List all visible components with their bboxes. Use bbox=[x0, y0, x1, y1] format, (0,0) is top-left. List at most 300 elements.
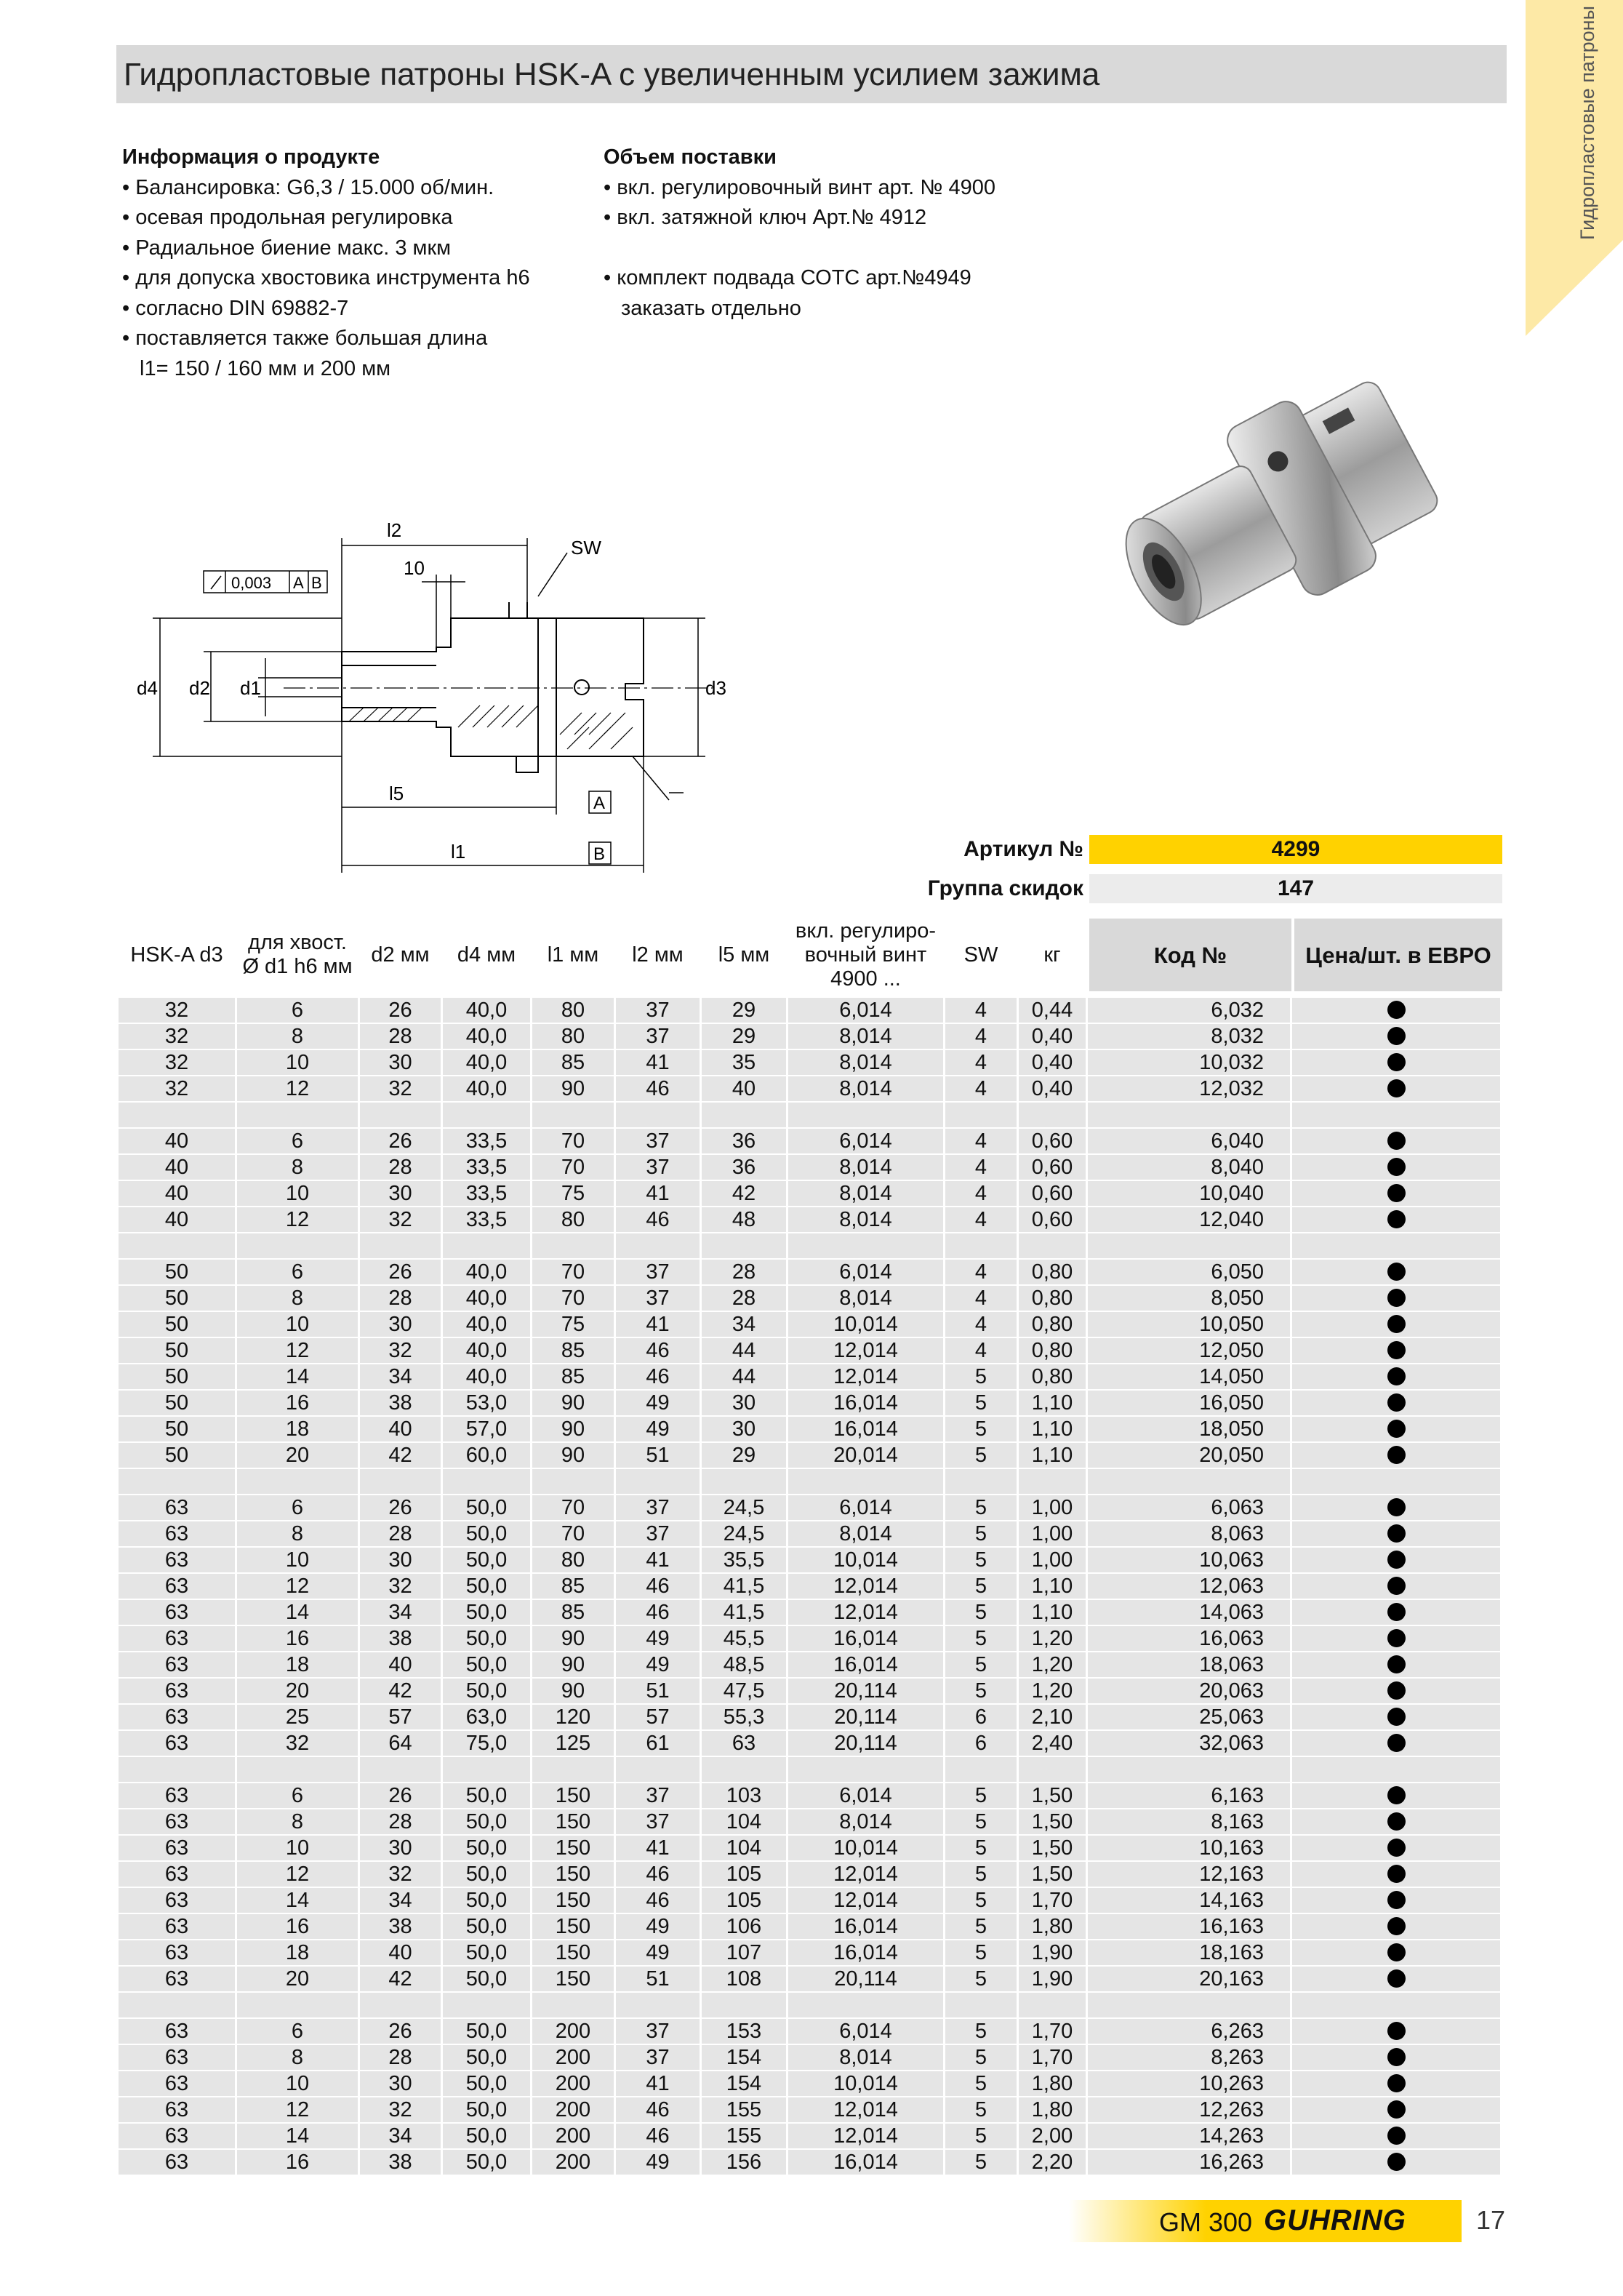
cell-l5: 28 bbox=[702, 1286, 786, 1311]
dim-l2-label: l2 bbox=[387, 519, 402, 541]
cell-d2: 32 bbox=[360, 1862, 441, 1887]
table-row bbox=[119, 1024, 1502, 1050]
page-number: 17 bbox=[1476, 2205, 1506, 2235]
col-header-sw: SW bbox=[963, 943, 998, 967]
cell-code: 10,032 bbox=[1088, 1050, 1290, 1075]
cell-d2: 28 bbox=[360, 2045, 441, 2070]
cell-kg: 1,10 bbox=[1019, 1600, 1086, 1625]
cell-hsk: 63 bbox=[119, 1574, 235, 1599]
cell-d2: 28 bbox=[360, 1286, 441, 1311]
cell-l1: 150 bbox=[532, 1967, 614, 1991]
cell-l2: 46 bbox=[616, 2124, 700, 2148]
cell-code: 6,040 bbox=[1088, 1129, 1290, 1153]
cell-kg: 1,50 bbox=[1019, 1809, 1086, 1834]
cell-l5: 40 bbox=[702, 1076, 786, 1101]
cell-kg: 1,10 bbox=[1019, 1391, 1086, 1415]
cell-l1: 150 bbox=[532, 1914, 614, 1939]
cell-d4: 50,0 bbox=[443, 1967, 530, 1991]
price-on-request-dot bbox=[1387, 1446, 1406, 1464]
cell-l2: 37 bbox=[616, 1783, 700, 1808]
cell-d2: 40 bbox=[360, 1652, 441, 1677]
cell-d4: 50,0 bbox=[443, 1626, 530, 1651]
cell-sw: 4 bbox=[945, 1207, 1017, 1232]
cell-shank: 8 bbox=[237, 2045, 358, 2070]
cell-sw: 4 bbox=[945, 1076, 1017, 1101]
cell-l1: 200 bbox=[532, 2045, 614, 2070]
cell-screw: 20,114 bbox=[788, 1967, 943, 1991]
cell-shank: 18 bbox=[237, 1940, 358, 1965]
table-row bbox=[119, 1364, 1502, 1391]
cell-shank: 10 bbox=[237, 1050, 358, 1075]
cell-l5: 30 bbox=[702, 1391, 786, 1415]
cell-d4: 50,0 bbox=[443, 1574, 530, 1599]
cell-d4: 50,0 bbox=[443, 1548, 530, 1572]
empty-cell bbox=[1292, 1469, 1500, 1494]
product-info-item: l1= 150 / 160 мм и 200 мм bbox=[140, 356, 391, 380]
cell-d4: 53,0 bbox=[443, 1391, 530, 1415]
brand-logo: GUHRING bbox=[1264, 2204, 1406, 2236]
cell-sw: 5 bbox=[945, 2071, 1017, 2096]
delivery-spacer bbox=[604, 233, 995, 264]
cell-d2: 30 bbox=[360, 1312, 441, 1337]
empty-cell bbox=[1088, 1469, 1290, 1494]
cell-l2: 41 bbox=[616, 1050, 700, 1075]
cell-screw: 20,114 bbox=[788, 1731, 943, 1756]
table-row bbox=[119, 2124, 1502, 2150]
cell-kg: 1,10 bbox=[1019, 1574, 1086, 1599]
cell-l5: 30 bbox=[702, 1417, 786, 1441]
empty-cell bbox=[1088, 1993, 1290, 2017]
cell-kg: 1,50 bbox=[1019, 1836, 1086, 1860]
col-header-screw: вкл. регулиро-вочный винт 4900 ... bbox=[795, 919, 937, 991]
cell-kg: 1,20 bbox=[1019, 1626, 1086, 1651]
table-row bbox=[119, 1286, 1502, 1312]
cell-screw: 20,114 bbox=[788, 1679, 943, 1703]
price-on-request-dot bbox=[1387, 1027, 1406, 1045]
empty-cell bbox=[532, 1993, 614, 2017]
cell-l5: 44 bbox=[702, 1364, 786, 1389]
cell-d4: 57,0 bbox=[443, 1417, 530, 1441]
table-row bbox=[119, 1888, 1502, 1914]
cell-code: 10,063 bbox=[1088, 1548, 1290, 1572]
cell-shank: 10 bbox=[237, 2071, 358, 2096]
cell-price bbox=[1292, 1600, 1500, 1625]
cell-price bbox=[1292, 1364, 1500, 1389]
cell-l5: 104 bbox=[702, 1809, 786, 1834]
cell-l1: 80 bbox=[532, 1548, 614, 1572]
price-on-request-dot bbox=[1387, 2048, 1406, 2066]
cell-l5: 108 bbox=[702, 1967, 786, 1991]
discount-value: 147 bbox=[1089, 874, 1502, 903]
cell-d4: 50,0 bbox=[443, 1783, 530, 1808]
empty-cell bbox=[616, 1233, 700, 1258]
cell-kg: 1,70 bbox=[1019, 2019, 1086, 2044]
price-on-request-dot bbox=[1387, 1393, 1406, 1412]
cell-hsk: 63 bbox=[119, 2150, 235, 2175]
cell-kg: 0,80 bbox=[1019, 1338, 1086, 1363]
cell-l2: 46 bbox=[616, 1862, 700, 1887]
tolerance-datum-a: A bbox=[293, 574, 304, 592]
cell-l5: 155 bbox=[702, 2124, 786, 2148]
cell-screw: 6,014 bbox=[788, 1495, 943, 1520]
cell-screw: 16,014 bbox=[788, 1652, 943, 1677]
group-separator bbox=[119, 1757, 1502, 1783]
cell-d4: 50,0 bbox=[443, 2019, 530, 2044]
cell-d2: 34 bbox=[360, 2124, 441, 2148]
cell-price bbox=[1292, 1679, 1500, 1703]
cell-l1: 90 bbox=[532, 1652, 614, 1677]
page-title: Гидропластовые патроны HSK-A с увеличенным усилием зажима bbox=[124, 57, 1100, 92]
table-row bbox=[119, 1600, 1502, 1626]
empty-cell bbox=[360, 1993, 441, 2017]
cell-d4: 50,0 bbox=[443, 1914, 530, 1939]
cell-price bbox=[1292, 1652, 1500, 1677]
cell-sw: 4 bbox=[945, 1312, 1017, 1337]
cell-d2: 38 bbox=[360, 1391, 441, 1415]
cell-l2: 37 bbox=[616, 1286, 700, 1311]
group-separator bbox=[119, 1103, 1502, 1129]
table-row bbox=[119, 1940, 1502, 1967]
cell-d4: 75,0 bbox=[443, 1731, 530, 1756]
cell-hsk: 63 bbox=[119, 2124, 235, 2148]
cell-l2: 46 bbox=[616, 1364, 700, 1389]
price-on-request-dot bbox=[1387, 1655, 1406, 1673]
cell-code: 14,063 bbox=[1088, 1600, 1290, 1625]
discount-label: Группа скидок bbox=[927, 876, 1083, 900]
delivery-item: заказать отдельно bbox=[621, 296, 801, 320]
empty-cell bbox=[1019, 1757, 1086, 1782]
cell-hsk: 63 bbox=[119, 1783, 235, 1808]
delivery-heading: Объем поставки bbox=[604, 145, 777, 169]
cell-kg: 0,80 bbox=[1019, 1260, 1086, 1284]
cell-kg: 1,90 bbox=[1019, 1940, 1086, 1965]
cell-l5: 24,5 bbox=[702, 1495, 786, 1520]
price-on-request-dot bbox=[1387, 1603, 1406, 1621]
cell-d4: 40,0 bbox=[443, 1338, 530, 1363]
cell-screw: 8,014 bbox=[788, 1050, 943, 1075]
cell-l1: 150 bbox=[532, 1888, 614, 1913]
empty-cell bbox=[443, 1757, 530, 1782]
cell-sw: 5 bbox=[945, 1364, 1017, 1389]
price-on-request-dot bbox=[1387, 1184, 1406, 1202]
col-header-code: Код № bbox=[1089, 919, 1291, 991]
cell-price bbox=[1292, 1338, 1500, 1363]
footer-bar bbox=[1069, 2200, 1462, 2242]
price-on-request-dot bbox=[1387, 1132, 1406, 1150]
price-on-request-dot bbox=[1387, 1812, 1406, 1831]
cell-hsk: 63 bbox=[119, 1652, 235, 1677]
cell-d4: 33,5 bbox=[443, 1181, 530, 1206]
cell-d2: 30 bbox=[360, 2071, 441, 2096]
empty-cell bbox=[1019, 1233, 1086, 1258]
price-on-request-dot bbox=[1387, 1943, 1406, 1961]
price-on-request-dot bbox=[1387, 2074, 1406, 2092]
cell-l2: 46 bbox=[616, 2097, 700, 2122]
dim-d1-label: d1 bbox=[240, 677, 261, 699]
cell-d4: 50,0 bbox=[443, 1652, 530, 1677]
cell-kg: 2,10 bbox=[1019, 1705, 1086, 1729]
cell-price bbox=[1292, 2150, 1500, 2175]
cell-hsk: 50 bbox=[119, 1417, 235, 1441]
empty-cell bbox=[616, 1757, 700, 1782]
cell-sw: 5 bbox=[945, 1914, 1017, 1939]
cell-screw: 8,014 bbox=[788, 1155, 943, 1180]
cell-l5: 42 bbox=[702, 1181, 786, 1206]
cell-screw: 6,014 bbox=[788, 1783, 943, 1808]
cell-screw: 8,014 bbox=[788, 1181, 943, 1206]
dim-sw-label: SW bbox=[571, 537, 601, 559]
product-info-item: • Радиальное биение макс. 3 мкм bbox=[122, 236, 452, 260]
cell-kg: 0,60 bbox=[1019, 1181, 1086, 1206]
empty-cell bbox=[532, 1233, 614, 1258]
cell-price bbox=[1292, 1836, 1500, 1860]
table-row bbox=[119, 1809, 1502, 1836]
price-on-request-dot bbox=[1387, 1158, 1406, 1176]
cell-hsk: 50 bbox=[119, 1260, 235, 1284]
col-header-l5: l5 мм bbox=[718, 943, 770, 967]
cell-kg: 2,40 bbox=[1019, 1731, 1086, 1756]
cell-d4: 50,0 bbox=[443, 2150, 530, 2175]
cell-code: 16,263 bbox=[1088, 2150, 1290, 2175]
cell-sw: 6 bbox=[945, 1731, 1017, 1756]
cell-l1: 150 bbox=[532, 1783, 614, 1808]
cell-kg: 2,20 bbox=[1019, 2150, 1086, 2175]
cell-l1: 85 bbox=[532, 1050, 614, 1075]
cell-l1: 80 bbox=[532, 1207, 614, 1232]
cell-d4: 50,0 bbox=[443, 1940, 530, 1965]
cell-hsk: 50 bbox=[119, 1338, 235, 1363]
cell-l1: 70 bbox=[532, 1155, 614, 1180]
cell-shank: 16 bbox=[237, 1391, 358, 1415]
cell-d2: 32 bbox=[360, 1207, 441, 1232]
empty-cell bbox=[945, 1993, 1017, 2017]
cell-shank: 16 bbox=[237, 1914, 358, 1939]
cell-price bbox=[1292, 1207, 1500, 1232]
cell-l5: 103 bbox=[702, 1783, 786, 1808]
cell-shank: 14 bbox=[237, 1600, 358, 1625]
cell-l2: 49 bbox=[616, 1652, 700, 1677]
cell-kg: 0,80 bbox=[1019, 1364, 1086, 1389]
cell-sw: 4 bbox=[945, 1129, 1017, 1153]
empty-cell bbox=[237, 1469, 358, 1494]
cell-l5: 36 bbox=[702, 1129, 786, 1153]
cell-d4: 50,0 bbox=[443, 1809, 530, 1834]
empty-cell bbox=[788, 1233, 943, 1258]
cell-d4: 40,0 bbox=[443, 1076, 530, 1101]
empty-cell bbox=[237, 1233, 358, 1258]
product-photo bbox=[1087, 360, 1465, 684]
cell-kg: 1,00 bbox=[1019, 1495, 1086, 1520]
empty-cell bbox=[532, 1469, 614, 1494]
cell-l2: 51 bbox=[616, 1679, 700, 1703]
cell-code: 16,063 bbox=[1088, 1626, 1290, 1651]
table-row bbox=[119, 1181, 1502, 1207]
cell-l1: 80 bbox=[532, 998, 614, 1023]
cell-d2: 34 bbox=[360, 1600, 441, 1625]
cell-l5: 48 bbox=[702, 1207, 786, 1232]
empty-cell bbox=[788, 1757, 943, 1782]
price-on-request-dot bbox=[1387, 1420, 1406, 1438]
delivery-item: • вкл. затяжной ключ Арт.№ 4912 bbox=[604, 206, 927, 229]
cell-l1: 150 bbox=[532, 1836, 614, 1860]
cell-l5: 41,5 bbox=[702, 1574, 786, 1599]
cell-sw: 5 bbox=[945, 2019, 1017, 2044]
group-separator bbox=[119, 1469, 1502, 1495]
table-row bbox=[119, 1495, 1502, 1521]
cell-code: 10,263 bbox=[1088, 2071, 1290, 2096]
cell-sw: 4 bbox=[945, 1181, 1017, 1206]
table-row bbox=[119, 1391, 1502, 1417]
table-row bbox=[119, 2071, 1502, 2097]
empty-cell bbox=[945, 1469, 1017, 1494]
cell-l2: 37 bbox=[616, 1129, 700, 1153]
cell-hsk: 63 bbox=[119, 1914, 235, 1939]
table-row bbox=[119, 1705, 1502, 1731]
cell-l2: 41 bbox=[616, 1836, 700, 1860]
cell-screw: 6,014 bbox=[788, 1129, 943, 1153]
cell-d2: 34 bbox=[360, 1888, 441, 1913]
cell-price bbox=[1292, 1940, 1500, 1965]
price-on-request-dot bbox=[1387, 2127, 1406, 2145]
price-on-request-dot bbox=[1387, 2153, 1406, 2171]
price-on-request-dot bbox=[1387, 1681, 1406, 1700]
cell-hsk: 40 bbox=[119, 1155, 235, 1180]
cell-shank: 14 bbox=[237, 1364, 358, 1389]
cell-price bbox=[1292, 1783, 1500, 1808]
empty-cell bbox=[1292, 1233, 1500, 1258]
cell-l2: 49 bbox=[616, 1914, 700, 1939]
table-row bbox=[119, 2150, 1502, 2176]
cell-l5: 47,5 bbox=[702, 1679, 786, 1703]
dim-d4-label: d4 bbox=[137, 677, 158, 699]
table-row bbox=[119, 1731, 1502, 1757]
cell-code: 8,040 bbox=[1088, 1155, 1290, 1180]
cell-l2: 46 bbox=[616, 1600, 700, 1625]
cell-kg: 0,80 bbox=[1019, 1286, 1086, 1311]
cell-price bbox=[1292, 2019, 1500, 2044]
cell-d4: 50,0 bbox=[443, 1862, 530, 1887]
datum-a: A bbox=[593, 793, 606, 813]
cell-l5: 36 bbox=[702, 1155, 786, 1180]
cell-d2: 64 bbox=[360, 1731, 441, 1756]
cell-d2: 34 bbox=[360, 1364, 441, 1389]
cell-screw: 8,014 bbox=[788, 1076, 943, 1101]
cell-kg: 0,40 bbox=[1019, 1076, 1086, 1101]
cell-shank: 8 bbox=[237, 1521, 358, 1546]
cell-d2: 40 bbox=[360, 1940, 441, 1965]
cell-d2: 38 bbox=[360, 2150, 441, 2175]
empty-cell bbox=[119, 1103, 235, 1127]
cell-l1: 150 bbox=[532, 1809, 614, 1834]
cell-sw: 4 bbox=[945, 1050, 1017, 1075]
cell-kg: 1,20 bbox=[1019, 1679, 1086, 1703]
table-row bbox=[119, 1914, 1502, 1940]
cell-d4: 63,0 bbox=[443, 1705, 530, 1729]
cell-d4: 50,0 bbox=[443, 1600, 530, 1625]
cell-l2: 37 bbox=[616, 2019, 700, 2044]
cell-screw: 12,014 bbox=[788, 2124, 943, 2148]
cell-l1: 85 bbox=[532, 1338, 614, 1363]
empty-cell bbox=[443, 1469, 530, 1494]
cell-price bbox=[1292, 1129, 1500, 1153]
cell-hsk: 32 bbox=[119, 998, 235, 1023]
cell-l2: 49 bbox=[616, 1626, 700, 1651]
cell-screw: 8,014 bbox=[788, 1521, 943, 1546]
empty-cell bbox=[360, 1233, 441, 1258]
dim-d2-label: d2 bbox=[189, 677, 210, 699]
cell-price bbox=[1292, 1731, 1500, 1756]
cell-l2: 37 bbox=[616, 1809, 700, 1834]
cell-l2: 49 bbox=[616, 1391, 700, 1415]
cell-hsk: 32 bbox=[119, 1050, 235, 1075]
cell-price bbox=[1292, 2124, 1500, 2148]
cell-code: 6,050 bbox=[1088, 1260, 1290, 1284]
empty-cell bbox=[702, 1233, 786, 1258]
cell-l1: 120 bbox=[532, 1705, 614, 1729]
cell-d2: 26 bbox=[360, 1129, 441, 1153]
cell-shank: 32 bbox=[237, 1731, 358, 1756]
cell-kg: 0,60 bbox=[1019, 1207, 1086, 1232]
table-row bbox=[119, 1574, 1502, 1600]
cell-screw: 8,014 bbox=[788, 1286, 943, 1311]
cell-d4: 33,5 bbox=[443, 1207, 530, 1232]
cell-hsk: 63 bbox=[119, 1521, 235, 1546]
cell-hsk: 32 bbox=[119, 1076, 235, 1101]
cell-l1: 150 bbox=[532, 1862, 614, 1887]
title-bar bbox=[116, 45, 1507, 103]
cell-code: 16,050 bbox=[1088, 1391, 1290, 1415]
cell-shank: 12 bbox=[237, 1574, 358, 1599]
cell-shank: 10 bbox=[237, 1312, 358, 1337]
table-row bbox=[119, 1521, 1502, 1548]
cell-l5: 29 bbox=[702, 998, 786, 1023]
cell-code: 8,063 bbox=[1088, 1521, 1290, 1546]
cell-kg: 1,80 bbox=[1019, 2071, 1086, 2096]
technical-drawing bbox=[131, 509, 771, 891]
cell-l5: 153 bbox=[702, 2019, 786, 2044]
cell-price bbox=[1292, 1574, 1500, 1599]
cell-l1: 85 bbox=[532, 1574, 614, 1599]
cell-price bbox=[1292, 1181, 1500, 1206]
cell-l2: 41 bbox=[616, 1181, 700, 1206]
cell-shank: 16 bbox=[237, 1626, 358, 1651]
cell-d4: 50,0 bbox=[443, 1495, 530, 1520]
cell-price bbox=[1292, 1391, 1500, 1415]
cell-shank: 25 bbox=[237, 1705, 358, 1729]
empty-cell bbox=[119, 1757, 235, 1782]
cell-hsk: 63 bbox=[119, 2045, 235, 2070]
price-on-request-dot bbox=[1387, 2100, 1406, 2119]
empty-cell bbox=[1019, 1103, 1086, 1127]
cell-l2: 51 bbox=[616, 1967, 700, 1991]
cell-d4: 33,5 bbox=[443, 1129, 530, 1153]
cell-sw: 5 bbox=[945, 1888, 1017, 1913]
cell-l5: 35 bbox=[702, 1050, 786, 1075]
price-on-request-dot bbox=[1387, 1734, 1406, 1752]
cell-kg: 1,80 bbox=[1019, 1914, 1086, 1939]
table-row bbox=[119, 1967, 1502, 1993]
article-label: Артикул № bbox=[963, 837, 1083, 861]
cell-sw: 5 bbox=[945, 1600, 1017, 1625]
cell-hsk: 63 bbox=[119, 1600, 235, 1625]
price-on-request-dot bbox=[1387, 1341, 1406, 1359]
cell-l1: 200 bbox=[532, 2097, 614, 2122]
cell-d2: 30 bbox=[360, 1050, 441, 1075]
empty-cell bbox=[788, 1993, 943, 2017]
cell-code: 25,063 bbox=[1088, 1705, 1290, 1729]
empty-cell bbox=[119, 1233, 235, 1258]
cell-sw: 4 bbox=[945, 998, 1017, 1023]
